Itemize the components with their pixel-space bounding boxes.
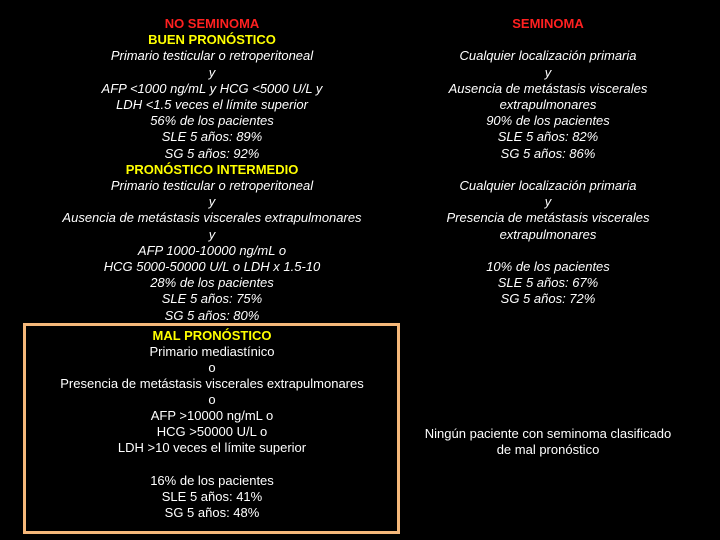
ns-intermediate-line: SLE 5 años: 75% — [161, 291, 263, 307]
ns-poor-line: o — [208, 392, 216, 408]
ns-intermediate-line: AFP 1000-10000 ng/mL o — [137, 242, 287, 258]
ns-poor-line: o — [208, 360, 216, 376]
s-poor-line: de mal pronóstico — [496, 442, 600, 458]
ns-poor-line: AFP >10000 ng/mL o — [150, 408, 274, 424]
ns-poor-line: Primario mediastínico — [149, 344, 275, 360]
s-intermediate-line: extrapulmonares — [499, 226, 597, 242]
ns-poor-line: SLE 5 años: 41% — [161, 488, 263, 504]
ns-intermediate-line: Ausencia de metástasis viscerales extrapulmonares — [62, 210, 362, 226]
ns-poor-line: 16% de los pacientes — [150, 472, 274, 488]
non-seminoma-column — [8, 16, 416, 324]
s-good-line: SLE 5 años: 82% — [497, 129, 599, 145]
seminoma-column — [417, 16, 679, 308]
seminoma-poor-note — [407, 426, 689, 458]
s-intermediate-line: SG 5 años: 72% — [500, 291, 596, 307]
ns-good-line: Primario testicular o retroperitoneal — [110, 48, 314, 64]
s-intermediate-line: Cualquier localización primaria — [459, 178, 637, 193]
ns-intermediate-line: 28% de los pacientes — [150, 275, 274, 291]
ns-poor-line: HCG >50000 U/L o — [156, 424, 268, 440]
s-good-line: y — [544, 64, 552, 80]
ns-good-line: LDH <1.5 veces el límite superior — [116, 97, 308, 113]
ns-intermediate-line: y — [208, 226, 216, 242]
s-intermediate-line: Presencia de metástasis viscerales — [446, 210, 650, 226]
s-intermediate-line: y — [544, 194, 552, 210]
ns-good-line: SG 5 años: 92% — [164, 145, 260, 161]
s-good-line: Ausencia de metástasis viscerales — [448, 80, 648, 96]
ns-intermediate-line: Primario testicular o retroperitoneal — [110, 178, 314, 194]
poor-prognosis-title: MAL PRONÓSTICO — [152, 328, 272, 343]
intermediate-prognosis-title: PRONÓSTICO INTERMEDIO — [125, 161, 299, 177]
s-intermediate-line: 10% de los pacientes — [486, 259, 610, 274]
ns-good-line: SLE 5 años: 89% — [161, 129, 263, 145]
ns-poor-line: Presencia de metástasis viscerales extrapulmonares — [60, 376, 364, 392]
ns-intermediate-line: SG 5 años: 80% — [164, 307, 260, 323]
good-prognosis-title: BUEN PRONÓSTICO — [148, 32, 276, 48]
s-intermediate-line: SLE 5 años: 67% — [497, 275, 599, 291]
ns-good-line: 56% de los pacientes — [150, 113, 274, 129]
seminoma-header: SEMINOMA — [512, 16, 584, 31]
s-good-line: Cualquier localización primaria — [459, 48, 637, 64]
s-good-line: extrapulmonares — [499, 97, 597, 112]
non-seminoma-header: NO SEMINOMA — [164, 16, 260, 31]
ns-intermediate-line: y — [208, 194, 216, 210]
s-good-line: SG 5 años: 86% — [500, 145, 596, 161]
ns-intermediate-line: HCG 5000-50000 U/L o LDH x 1.5-10 — [103, 259, 321, 275]
ns-poor-line: LDH >10 veces el límite superior — [117, 440, 307, 456]
s-good-line: 90% de los pacientes — [486, 113, 610, 129]
s-poor-line: Ningún paciente con seminoma clasificado — [424, 426, 672, 441]
ns-good-line: y — [208, 64, 216, 80]
poor-prognosis-section — [8, 328, 416, 521]
ns-poor-line: SG 5 años: 48% — [164, 504, 260, 520]
ns-good-line: AFP <1000 ng/mL y HCG <5000 U/L y — [101, 80, 323, 96]
